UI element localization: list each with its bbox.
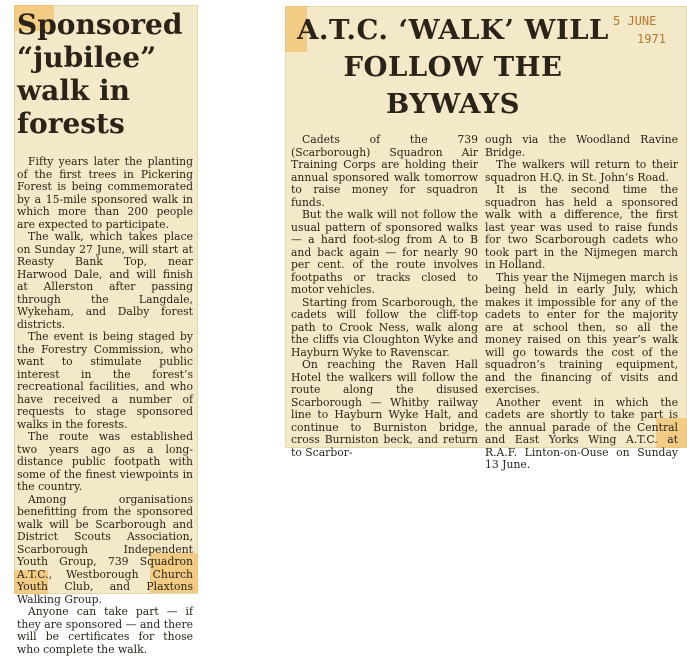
paragraph: Cadets of the 739 (Scarborough) Squadron Air Training Corps are holding their annual sponsored walk tomorrow to raise money for squadron funds. [291,133,478,209]
paragraph: Fifty years later the planting of the first trees in Pickering Forest is being commemorated by a 15-mile sponsored walk in which more than 200 people are expected to participate. [17,155,193,231]
paragraph: On reaching the Raven Hall Hotel the walkers will follow the route along the disused Scarborough — Whitby railway line to Hayburn Wyke Halt, and continue to Burniston bridge, cross Burniston beck, and return to Scarbor- [291,358,478,459]
handwritten-date-day: 5 JUNE [613,14,657,28]
paragraph: Anyone can take part — if they are sponsored — and there will be certificates for those who complete the walk. [17,605,193,656]
paragraph: ough via the Woodland Ravine Bridge. [485,133,678,159]
right-article-column-1 [291,134,478,459]
paragraph: The event is being staged by the Forestry Commission, who want to stimulate public interest in the forest’s recreational facilities, and who have received a number of requests to stage sponsored walks in the forests. [17,330,193,431]
left-headline-line: walk in [17,74,131,107]
paragraph: The walk, which takes place on Sunday 27 June, will start at Reasty Bank Top, near Harwood Dale, and will finish at Allerston after passing through the Langdale, Wykeham, and Dalby forest districts. [17,230,193,331]
right-headline-line: BYWAYS [386,88,520,120]
paragraph: Among organisations benefitting from the sponsored walk will be Scarborough and District Scouts Association, Scarborough Independent Youth Group, 739 Squadron A.T.C., Westborough Church Youth Club, and Plaxtons Walking Group. [17,492,193,606]
handwritten-date-year: 1971 [637,32,666,46]
left-headline-line: Sponsored [17,8,183,41]
paragraph: Starting from Scarborough, the cadets will follow the cliff-top path to Crook Ness, walk along the cliffs via Cloughton Wyke and Hayburn Wyke to Ravenscar. [291,295,478,359]
right-clipping [285,6,687,471]
paragraph: This year the Nijmegen march is being held in early July, which makes it impossible for any of the cadets to enter for the majority are at school then, so all the money raised on this year’s walk will go towards the cost of the squadron’s training equipment, and the financing of visits and exercises. [485,270,678,396]
left-headline-line: forests [17,107,125,140]
paragraph: But the walk will not follow the usual pattern of sponsored walks — a hard foot-slog from A to B and back again — for nearly 90 per cent. of the route involves footpaths or tracks closed to motor vehicles. [291,208,478,296]
left-headline-line: “jubilee” [17,41,157,74]
handwritten-date [613,12,685,48]
right-headline-line: FOLLOW THE [343,51,563,83]
paragraph: The walkers will return to their squadron H.Q. in St. John’s Road. [485,158,678,184]
right-headline-line: A.T.C. ‘WALK’ WILL [297,14,609,46]
left-headline [17,8,195,140]
paragraph: It is the second time the squadron has held a sponsored walk with a difference, the first last year was used to raise funds for two Scarborough cadets who took part in the Nijmegen march in Holland. [485,183,678,271]
right-headline [297,12,609,123]
left-article-body [17,156,193,656]
paragraph: Another event in which the cadets are shortly to take part is the annual parade of the Central and East Yorks Wing A.T.C. at R.A.F. Linton-on-Ouse on Sunday 13 June. [485,395,678,471]
left-clipping [14,5,198,656]
paragraph: The route was established two years ago as a long-distance public footpath with some of the finest viewpoints in the country. [17,430,193,493]
right-article-column-2 [485,134,678,472]
